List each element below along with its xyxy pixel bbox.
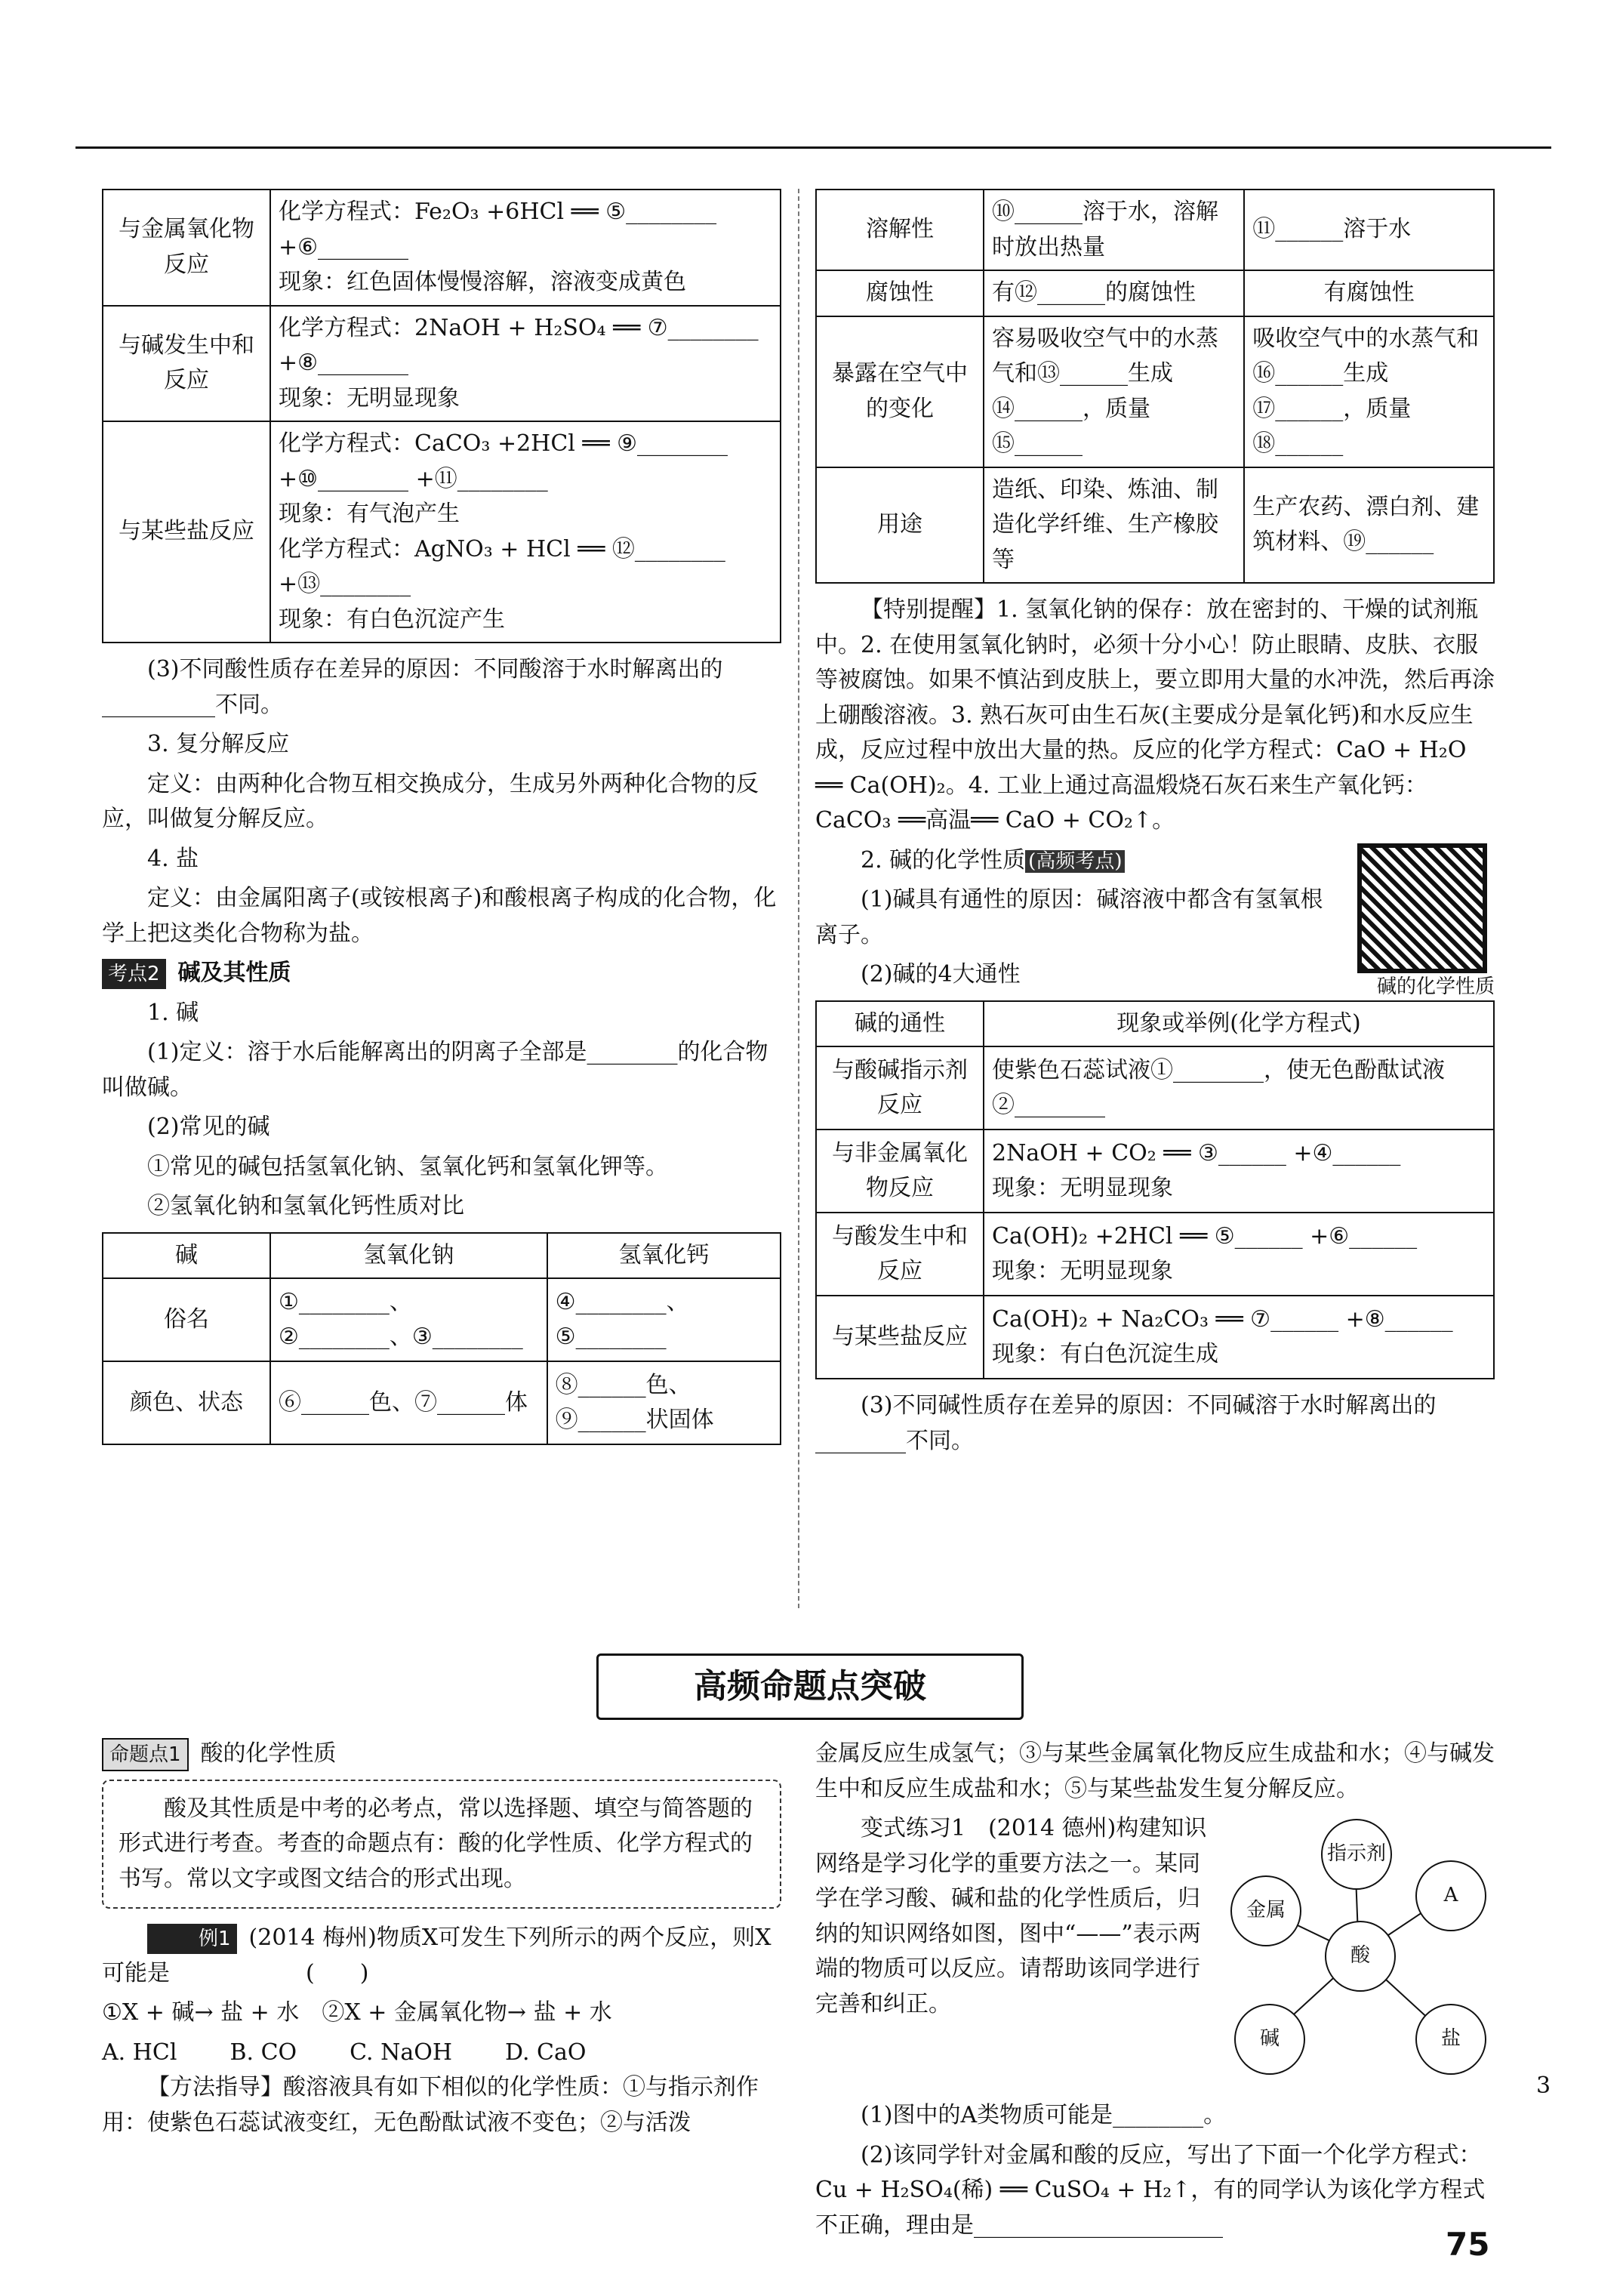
table-row <box>816 270 1494 316</box>
row-label: 与酸发生中和反应 <box>816 1213 984 1296</box>
mingti-tag: 命题点1 <box>102 1738 189 1771</box>
network-node-indicator: 指示剂 <box>1321 1819 1392 1890</box>
table-row <box>816 1213 1494 1296</box>
table-cell: ④________、⑤________ <box>547 1278 781 1361</box>
qr-code-icon <box>1357 843 1487 973</box>
kaodian-heading <box>102 956 781 991</box>
network-node-metal: 金属 <box>1230 1875 1301 1946</box>
network-node-a: A <box>1415 1860 1486 1931</box>
header-rule <box>75 146 1551 149</box>
heading: 1. 碱 <box>147 999 199 1026</box>
row-label: 俗名 <box>103 1278 270 1361</box>
definition: 定义：由金属阳离子(或铵根离子)和酸根离子构成的化合物，化学上把这类化合物称为盐。 <box>102 885 777 947</box>
heading-text: 2. 碱的化学性质 <box>861 846 1026 874</box>
network-node-base: 碱 <box>1234 2004 1305 2075</box>
cell-line: 化学方程式：AgNO₃ + HCl ══ ⑫________ <box>279 535 725 562</box>
cell-line: +⑥________ <box>279 233 409 260</box>
table-cell: 生产农药、漂白剂、建筑材料、⑲______ <box>1244 467 1494 584</box>
right-column <box>815 189 1495 1463</box>
qr-caption: 碱的化学性质 <box>1376 975 1495 998</box>
knowledge-network-diagram <box>1223 1811 1495 2098</box>
row-label: 用途 <box>816 467 984 584</box>
table-row <box>816 1046 1494 1130</box>
page-number: 75 <box>1446 2226 1490 2263</box>
mingti-title: 酸的化学性质 <box>200 1740 337 1767</box>
column-header: 碱的通性 <box>816 1001 984 1047</box>
base-comparison-table <box>102 1232 781 1446</box>
table-row <box>103 1278 781 1361</box>
column-header: 氢氧化钙 <box>547 1233 781 1279</box>
side-mark: 3 <box>1536 2073 1551 2099</box>
option-b: B. CO <box>229 2039 297 2066</box>
paragraph: (1)碱具有通性的原因：碱溶液中都含有氢氧根离子。 <box>815 886 1323 948</box>
table-row <box>816 1130 1494 1213</box>
table-cell: ⑧______色、⑨______状固体 <box>547 1361 781 1444</box>
row-label: 颜色、状态 <box>103 1361 270 1444</box>
cell-line: +⑬________ <box>279 571 411 597</box>
cell-line: 现象：有白色沉淀产生 <box>279 606 505 633</box>
table-row <box>816 190 1494 270</box>
section-title-banner <box>596 1653 1024 1720</box>
analysis-box <box>102 1780 781 1909</box>
heading: 3. 复分解反应 <box>147 731 290 757</box>
mingti-heading <box>102 1737 781 1772</box>
option-c: C. NaOH <box>350 2039 452 2066</box>
table-cell: ⑥______色、⑦______体 <box>270 1361 547 1444</box>
table-row <box>103 421 781 643</box>
option-a: A. HCl <box>102 2039 177 2066</box>
heading <box>815 843 1329 879</box>
row-label: 与金属氧化物反应 <box>103 190 270 306</box>
table-cell: 吸收空气中的水蒸气和⑯______生成⑰______，质量⑱______ <box>1244 316 1494 467</box>
paragraph: (2)碱的4大通性 <box>861 961 1021 988</box>
example-reactions: ①X + 碱→ 盐 + 水 ②X + 金属氧化物→ 盐 + 水 <box>102 1999 612 2026</box>
frequent-tag: (高频考点) <box>1025 850 1125 873</box>
exercise-q1: (1)图中的A类物质可能是________。 <box>861 2102 1227 2128</box>
row-label: 暴露在空气中的变化 <box>816 316 984 467</box>
table-cell: 容易吸收空气中的水蒸气和⑬______生成⑭______，质量⑮______ <box>984 316 1244 467</box>
row-label: 与某些盐反应 <box>103 421 270 643</box>
table-cell: 使紫色石蕊试液①________，使无色酚酞试液②________ <box>984 1046 1494 1130</box>
table-cell: ①________、②________、③________ <box>270 1278 547 1361</box>
column-header: 现象或举例(化学方程式) <box>984 1001 1494 1047</box>
definition: 定义：由两种化合物互相交换成分，生成另外两种化合物的反应，叫做复分解反应。 <box>102 770 759 832</box>
table-header-row <box>103 1233 781 1279</box>
bottom-right-column <box>815 1737 1495 2248</box>
table-row <box>103 190 781 306</box>
kaodian-tag: 考点2 <box>102 959 166 989</box>
table-cell: 有腐蚀性 <box>1244 270 1494 316</box>
table-cell: 有⑫______的腐蚀性 <box>984 270 1244 316</box>
cell-line: +⑩________ +⑪________ <box>279 465 548 492</box>
example-question <box>102 1921 781 1991</box>
paragraph: ①常见的碱包括氢氧化钠、氢氧化钙和氢氧化钾等。 <box>147 1153 668 1180</box>
example-tag: 例1 <box>147 1924 237 1954</box>
paragraph: (3)不同酸性质存在差异的原因：不同酸溶于水时解离出的__________不同。 <box>102 656 723 718</box>
column-header: 氢氧化钠 <box>270 1233 547 1279</box>
table-row <box>103 306 781 422</box>
table-cell: Ca(OH)₂ +2HCl ══ ⑤______ +⑥______ 现象：无明显现象 <box>984 1213 1494 1296</box>
table-cell: 造纸、印染、炼油、制造化学纤维、生产橡胶等 <box>984 467 1244 584</box>
row-label: 与某些盐反应 <box>816 1296 984 1379</box>
exercise-q2: (2)该同学针对金属和酸的反应，写出了下面一个化学方程式：Cu + H₂SO₄(稀) ══ CuSO₄ + H₂↑，有的同学认为该化学方程式不正确，理由是______________________ <box>815 2141 1486 2239</box>
table-row <box>816 467 1494 584</box>
acid-properties-table <box>102 189 781 643</box>
left-column <box>102 189 781 1445</box>
table-row <box>816 1296 1494 1379</box>
exercise-text: 变式练习1 (2014 德州)构建知识网络是学习化学的重要方法之一。某同学在学习酸、碱和盐的化学性质后，归纳的知识网络如图，图中“——”表示两端的物质可以反应。请帮助该同学进行完善和纠正。 <box>815 1815 1207 2017</box>
network-node-center: 酸 <box>1325 1921 1396 1992</box>
column-header: 碱 <box>103 1233 270 1279</box>
paragraph: (2)常见的碱 <box>147 1114 270 1140</box>
base-chem-block <box>815 843 1495 998</box>
base-properties-table <box>815 189 1495 584</box>
bottom-left-column <box>102 1737 781 2145</box>
special-tip: 【特别提醒】1. 氢氧化钠的保存：放在密封的、干燥的试剂瓶中。2. 在使用氢氧化钠时，必须十分小心！防止眼睛、皮肤、衣服等被腐蚀。如果不慎沾到皮肤上，要立即用大量的水冲洗，然后再涂上硼酸溶液。3. 熟石灰可由生石灰(主要成分是氧化钙)和水反应生成，反应过程中放出大量的热。反应的化学方程式：CaO + H₂O ══ Ca(OH)₂。4. 工业上通过高温煅烧石灰石来生产氧化钙：CaCO₃ ══高温══ CaO + CO₂↑。 <box>815 596 1495 834</box>
paragraph: (3)不同碱性质存在差异的原因：不同碱溶于水时解离出的________不同。 <box>815 1392 1437 1454</box>
table-row <box>816 316 1494 467</box>
row-label: 与非金属氧化物反应 <box>816 1130 984 1213</box>
table-cell: ⑪______溶于水 <box>1244 190 1494 270</box>
exercise-block <box>815 1811 1495 2098</box>
row-label: 与酸碱指示剂反应 <box>816 1046 984 1130</box>
cell-line: 化学方程式：2NaOH + H₂SO₄ ══ ⑦________ <box>279 314 759 341</box>
cell-line: 现象：红色固体慢慢溶解，溶液变成黄色 <box>279 269 686 295</box>
cell-line: 现象：有气泡产生 <box>279 501 460 527</box>
table-row <box>103 1361 781 1444</box>
cell-line: 现象：无明显现象 <box>279 384 460 411</box>
cell-line: +⑧________ <box>279 350 409 376</box>
row-label: 溶解性 <box>816 190 984 270</box>
method-guide-continued: 金属反应生成氢气；③与某些金属氧化物反应生成盐和水；④与碱发生中和反应生成盐和水；⑤与某些盐发生复分解反应。 <box>815 1740 1495 1802</box>
option-d: D. CaO <box>504 2039 587 2066</box>
row-label: 腐蚀性 <box>816 270 984 316</box>
paragraph: ②氢氧化钠和氢氧化钙性质对比 <box>147 1193 464 1219</box>
table-cell: ⑩______溶于水，溶解时放出热量 <box>984 190 1244 270</box>
options-row <box>102 2036 781 2071</box>
method-guide: 【方法指导】酸溶液具有如下相似的化学性质：①与指示剂作用：使紫色石蕊试液变红，无色酚酞试液不变色；②与活泼 <box>102 2074 759 2136</box>
analysis-text: 酸及其性质是中考的必考点，常以选择题、填空与简答题的形式进行考查。考查的命题点有：酸的化学性质、化学方程式的书写。常以文字或图文结合的形式出现。 <box>119 1795 753 1892</box>
base-general-properties-table <box>815 1000 1495 1380</box>
section-title: 高频命题点突破 <box>694 1667 926 1706</box>
table-header-row <box>816 1001 1494 1047</box>
network-node-salt: 盐 <box>1415 2004 1486 2075</box>
table-cell: Ca(OH)₂ + Na₂CO₃ ══ ⑦______ +⑧______ 现象：有白色沉淀生成 <box>984 1296 1494 1379</box>
example-text: (2014 梅州)物质X可发生下列所示的两个反应，则X可能是 ( ) <box>102 1925 771 1986</box>
column-divider <box>798 189 799 1608</box>
cell-line: 化学方程式：CaCO₃ +2HCl ══ ⑨________ <box>279 430 728 457</box>
heading: 4. 盐 <box>147 845 199 872</box>
paragraph: (1)定义：溶于水后能解离出的阴离子全部是________的化合物叫做碱。 <box>102 1039 768 1101</box>
table-cell: 2NaOH + CO₂ ══ ③______ +④______ 现象：无明显现象 <box>984 1130 1494 1213</box>
row-label: 与碱发生中和反应 <box>103 306 270 422</box>
kaodian-title: 碱及其性质 <box>177 960 291 986</box>
cell-line: 化学方程式：Fe₂O₃ +6HCl ══ ⑤________ <box>279 199 717 225</box>
